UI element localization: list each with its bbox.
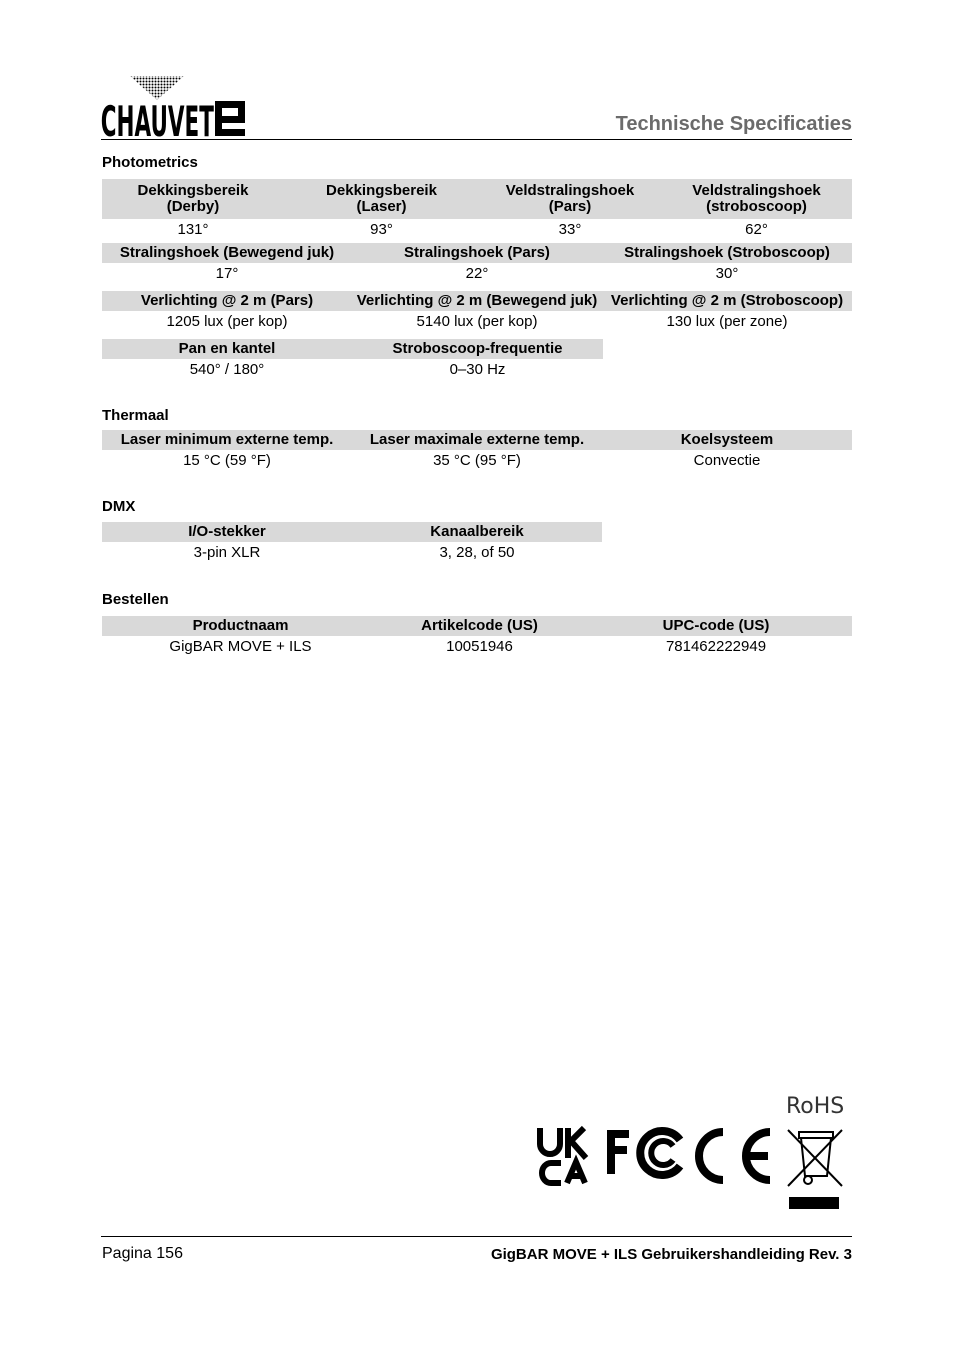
section-title-bestellen: Bestellen [102, 591, 169, 608]
header-pan-en-kantel: Pan en kantel [102, 339, 352, 359]
header-veldstralingshoek-pars: Veldstralingshoek (Pars) [479, 179, 661, 219]
value-koelsysteem: Convectie [693, 452, 761, 469]
value-verlichting-bewegend-juk: 5140 lux (per kop) [416, 313, 538, 330]
header-stralingshoek-bewegend-juk: Stralingshoek (Bewegend juk) [102, 243, 352, 263]
table-row [102, 219, 852, 241]
value-laser-minimum-temp: 15 °C (59 °F) [183, 452, 271, 469]
manual-title: GigBAR MOVE + ILS Gebruikershandleiding Rev. 3 [490, 1246, 852, 1263]
page-title: Technische Specificaties [615, 113, 852, 135]
value-laser-maximale-temp: 35 °C (95 °F) [433, 452, 521, 469]
header-stroboscoop-frequentie: Stroboscoop-frequentie [352, 339, 603, 359]
value-upc-code: 781462222949 [665, 638, 767, 655]
value-verlichting-stroboscoop: 130 lux (per zone) [666, 313, 788, 330]
value-stralingshoek-bewegend-juk: 17° [215, 265, 239, 282]
header-verlichting-pars: Verlichting @ 2 m (Pars) [102, 291, 352, 311]
photometrics-table-coverage [102, 179, 852, 241]
table-row [102, 542, 602, 564]
svg-text:CHAUVET: CHAUVET [100, 96, 215, 147]
header-verlichting-stroboscoop: Verlichting @ 2 m (Stroboscoop) [602, 291, 852, 311]
header-stralingshoek-stroboscoop: Stralingshoek (Stroboscoop) [602, 243, 852, 263]
dmx-table [102, 522, 602, 564]
header-dekkingsbereik-laser: Dekkingsbereik (Laser) [284, 179, 479, 219]
rohs-mark: RoHS [786, 1094, 845, 1119]
value-veldstralingshoek-pars: 33° [558, 221, 582, 238]
header-artikelcode: Artikelcode (US) [379, 616, 580, 636]
header-koelsysteem: Koelsysteem [602, 430, 852, 450]
table-row [102, 636, 852, 658]
header-stralingshoek-pars: Stralingshoek (Pars) [352, 243, 602, 263]
certification-marks [535, 1094, 850, 1212]
section-title-thermaal: Thermaal [102, 407, 169, 424]
section-title-dmx: DMX [102, 498, 136, 515]
weee-bin-icon [788, 1130, 842, 1208]
value-pan-en-kantel: 540° / 180° [189, 361, 265, 378]
header-laser-maximale-temp: Laser maximale externe temp. [352, 430, 602, 450]
header-laser-minimum-temp: Laser minimum externe temp. [102, 430, 352, 450]
photometrics-table-illuminance [102, 291, 852, 333]
value-artikelcode: 10051946 [446, 638, 513, 655]
header-dekkingsbereik-derby: Dekkingsbereik (Derby) [102, 179, 284, 219]
header-productnaam: Productnaam [102, 616, 379, 636]
ukca-mark-icon [540, 1128, 586, 1183]
bestellen-table [102, 616, 852, 658]
value-verlichting-pars: 1205 lux (per kop) [166, 313, 288, 330]
header-verlichting-bewegend-juk: Verlichting @ 2 m (Bewegend juk) [352, 291, 602, 311]
table-row [102, 311, 852, 333]
value-dekkingsbereik-laser: 93° [370, 221, 393, 238]
value-stralingshoek-stroboscoop: 30° [715, 265, 739, 282]
footer-divider [101, 1236, 852, 1237]
value-veldstralingshoek-stroboscoop: 62° [745, 221, 768, 238]
ce-mark-icon [699, 1132, 770, 1180]
value-dekkingsbereik-derby: 131° [177, 221, 209, 238]
header-upc-code: UPC-code (US) [580, 616, 852, 636]
thermaal-table [102, 430, 852, 472]
page-number: Pagina 156 [102, 1245, 183, 1262]
chauvet-dj-logo [100, 74, 250, 147]
table-row [102, 359, 603, 381]
value-stralingshoek-pars: 22° [465, 265, 489, 282]
photometrics-table-movement [102, 339, 603, 381]
photometrics-table-beam-angle [102, 243, 852, 285]
table-row [102, 450, 852, 472]
value-kanaalbereik: 3, 28, of 50 [439, 544, 515, 561]
header-veldstralingshoek-stroboscoop: Veldstralingshoek (stroboscoop) [661, 179, 852, 219]
table-row [102, 263, 852, 285]
value-io-stekker: 3-pin XLR [193, 544, 261, 561]
value-stroboscoop-frequentie: 0–30 Hz [449, 361, 506, 378]
header-kanaalbereik: Kanaalbereik [352, 522, 602, 542]
header-io-stekker: I/O-stekker [102, 522, 352, 542]
value-productnaam: GigBAR MOVE + ILS [169, 638, 312, 655]
header-divider [101, 139, 852, 140]
fcc-mark-icon [607, 1130, 680, 1175]
section-title-photometrics: Photometrics [102, 154, 198, 171]
